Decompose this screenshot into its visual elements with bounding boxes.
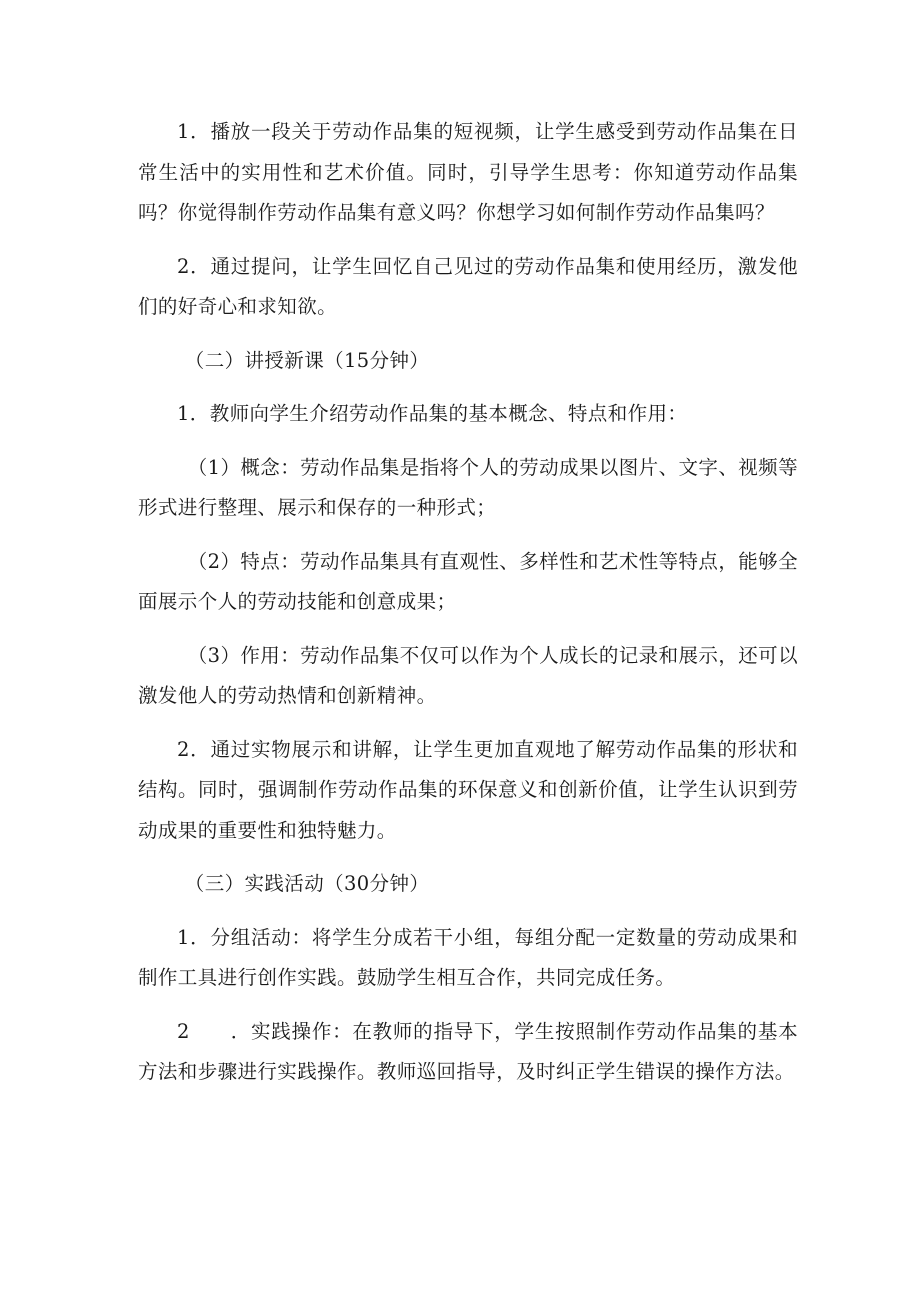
paragraph-lesson-intro: 1．教师向学生介绍劳动作品集的基本概念、特点和作用： — [177, 402, 688, 425]
paragraph-demonstration: 2．通过实物展示和讲解，让学生更加直观地了解劳动作品集的形状和结构。同时，强调制作劳动作品集的环保意义和创新价值，让学生认识到劳动成果的重要性和独特魅力。 — [138, 737, 798, 842]
paragraph-function: （3）作用：劳动作品集不仅可以作为个人成长的记录和展示，还可以激发他人的劳动热情和创新精神。 — [138, 643, 798, 707]
section-heading-practice: （三）实践活动（30分钟） — [184, 872, 430, 895]
section-heading-new-lesson: （二）讲授新课（15分钟） — [184, 348, 430, 372]
paragraph-group-activity: 1．分组活动：将学生分成若干小组，每组分配一定数量的劳动成果和制作工具进行创作实践。鼓励学生相互合作，共同完成任务。 — [138, 925, 798, 989]
paragraph-practice-operation: 2 ．实践操作：在教师的指导下，学生按照制作劳动作品集的基本方法和步骤进行实践操作。教师巡回指导，及时纠正学生错误的操作方法。 — [138, 1019, 798, 1083]
document-body — [138, 112, 798, 1093]
paragraph-intro-question: 2．通过提问，让学生回忆自己见过的劳动作品集和使用经历，激发他们的好奇心和求知欲。 — [138, 254, 798, 318]
paragraph-concept: （1）概念：劳动作品集是指将个人的劳动成果以图片、文字、视频等形式进行整理、展示和保存的一种形式； — [138, 455, 798, 519]
paragraph-intro-video: 1．播放一段关于劳动作品集的短视频，让学生感受到劳动作品集在日常生活中的实用性和艺术价值。同时，引导学生思考：你知道劳动作品集吗？你觉得制作劳动作品集有意义吗？你想学习如何制作劳动作品集吗？ — [138, 120, 798, 224]
paragraph-features: （2）特点：劳动作品集具有直观性、多样性和艺术性等特点，能够全面展示个人的劳动技能和创意成果； — [138, 549, 798, 613]
